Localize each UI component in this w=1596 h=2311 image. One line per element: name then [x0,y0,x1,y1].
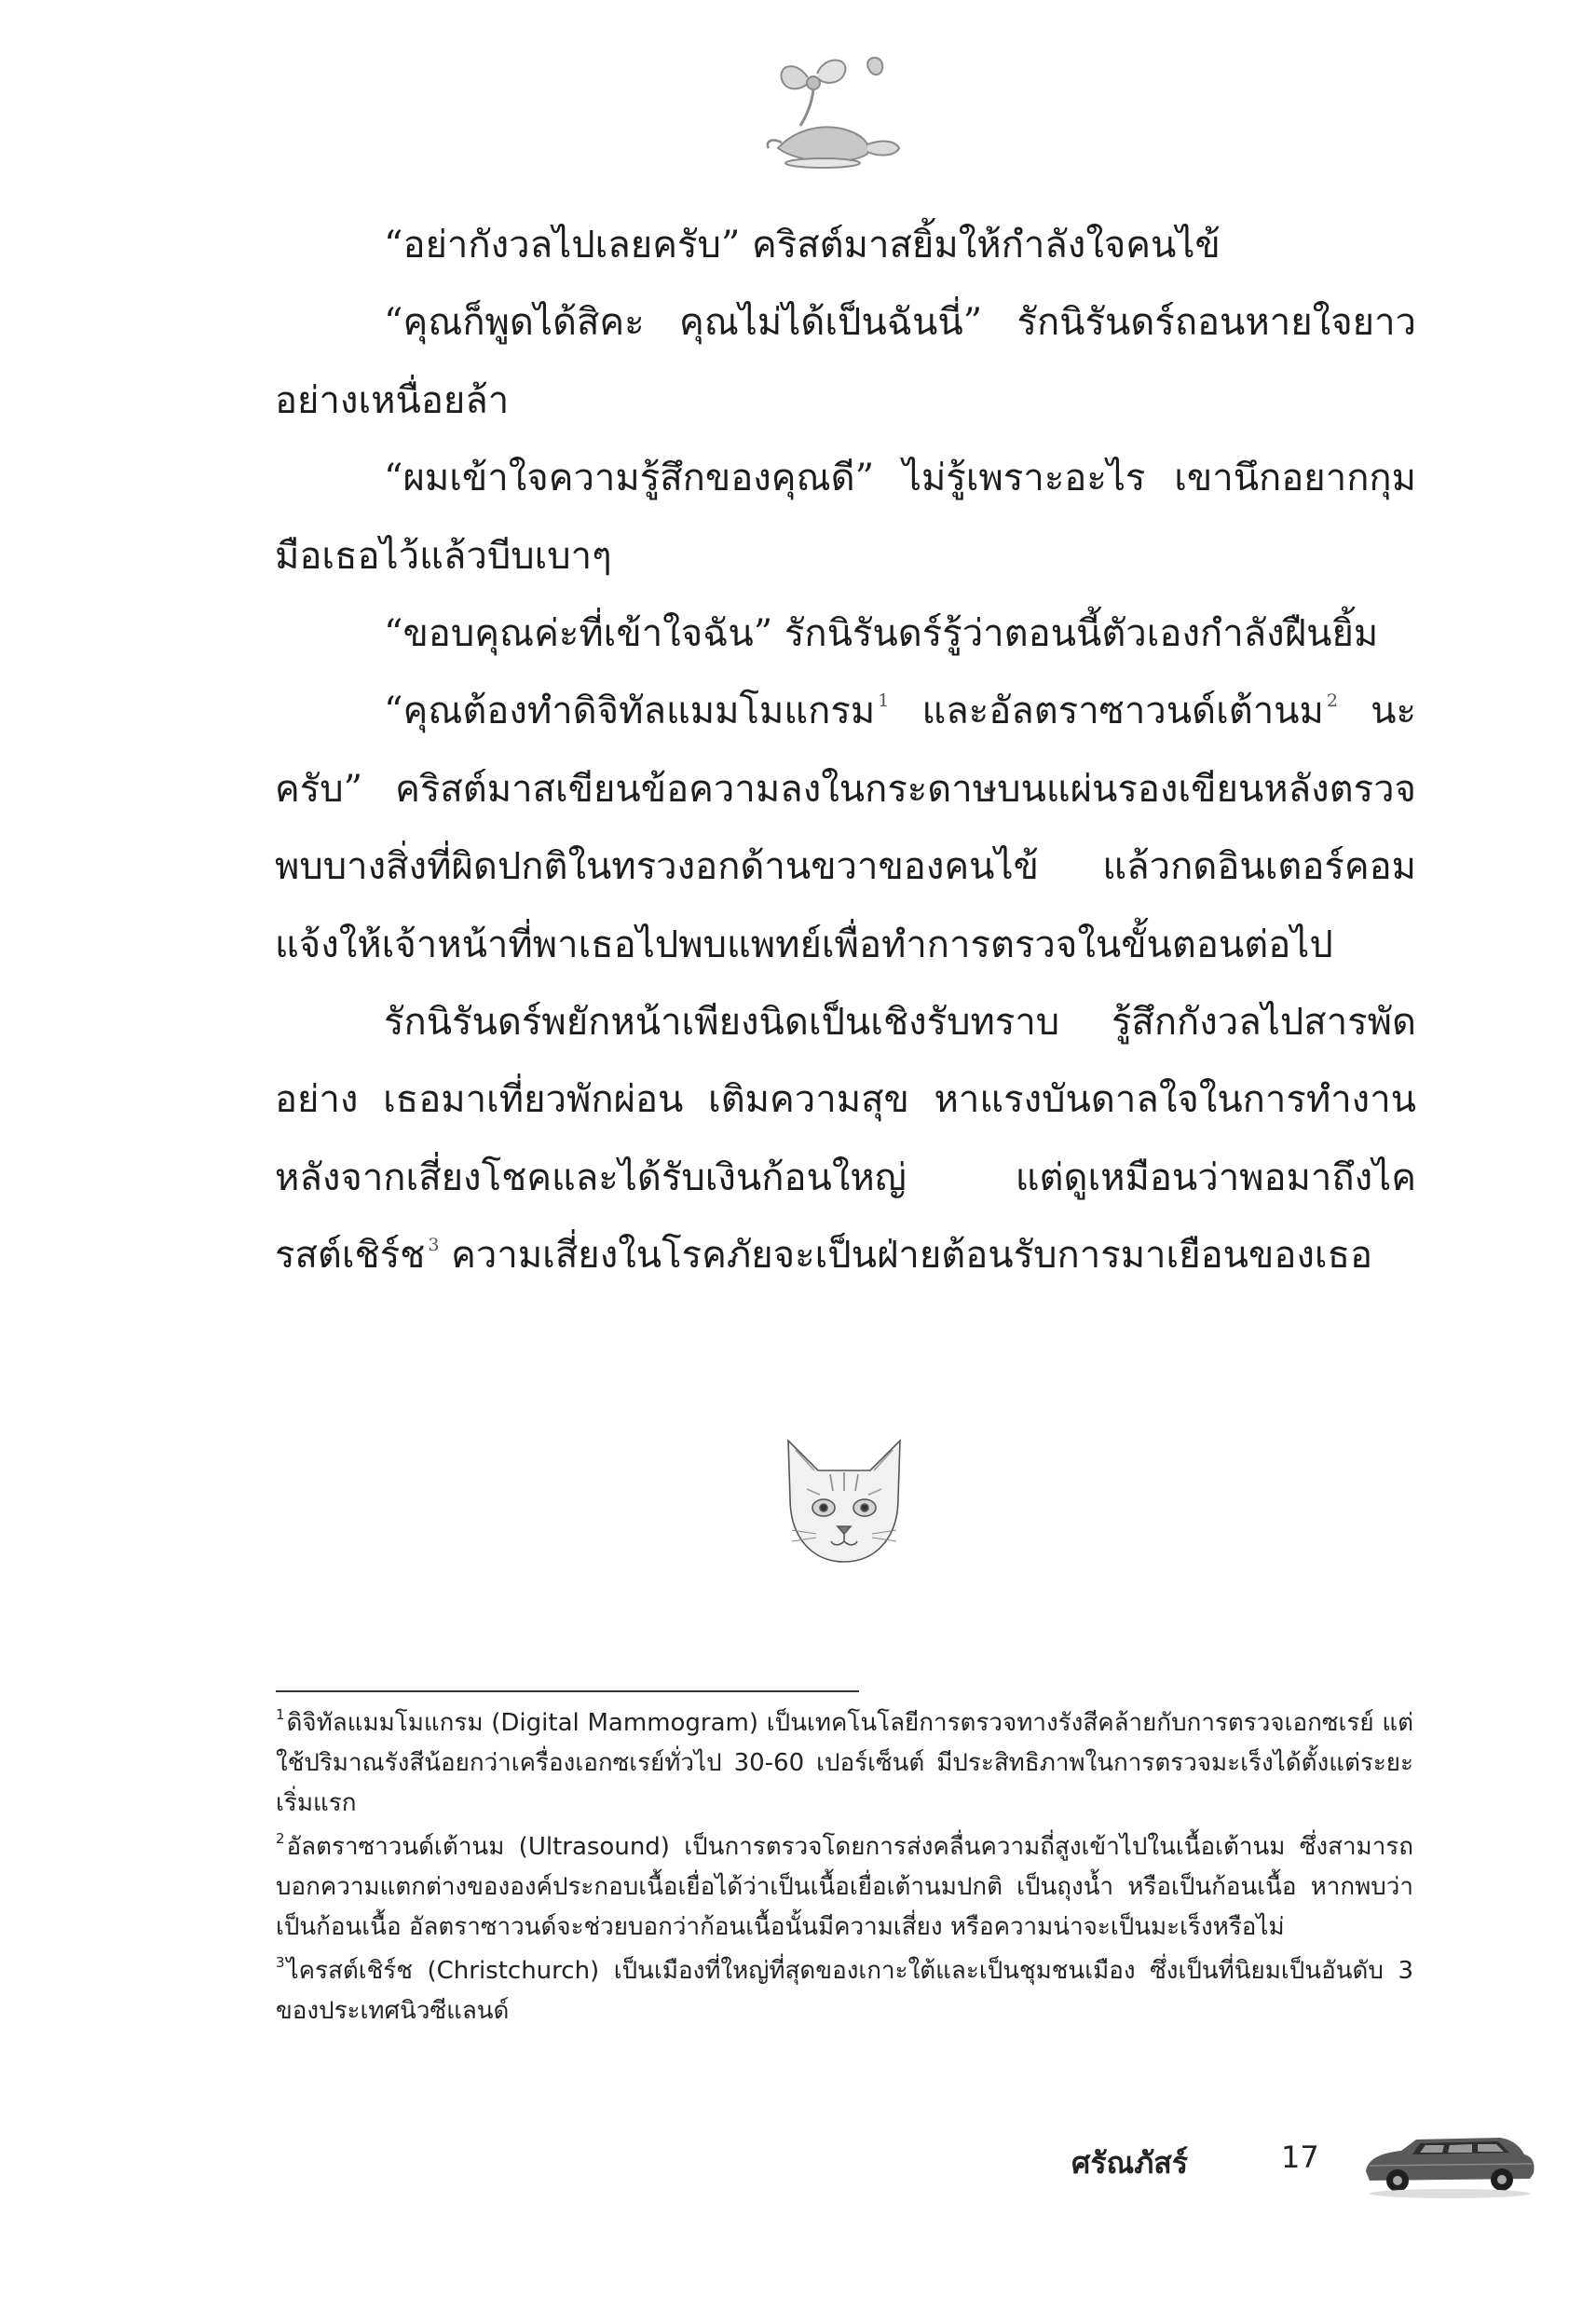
chapter-body-text [275,207,1416,1295]
cat-face-icon [779,1433,909,1566]
footnote-number: 3 [276,1954,285,1971]
paragraph [275,984,1416,1295]
paragraph-text: รักนิรันดร์พยักหน้าเพียงนิดเป็นเชิงรับทราบ รู้สึกกังวลไปสารพัดอย่าง เธอมาเที่ยวพักผ่อน เติมความสุข หาแรงบันดาลใจในการทำงาน หลังจากเสี่ยงโชคและได้รับเงินก้อนใหญ่ แต่ดูเหมือนว่าพอมาถึงไครสต์เชิร์ช [275,1001,1416,1278]
footnote-number: 2 [276,1830,285,1847]
footnote-reference: 2 [1326,691,1338,712]
paragraph: “อย่ากังวลไปเลยครับ” คริสต์มาสยิ้มให้กำลังใจคนไข้ [384,224,1221,267]
paragraph-text: ความเสี่ยงในโรคภัยจะเป็นฝ่ายต้อนรับการมาเยือนของเธอ [439,1234,1373,1278]
footer-author: ศรัณภัสร์ [1071,2145,1188,2181]
footnote-reference: 3 [428,1235,440,1256]
paragraph-text: “คุณต้องทำดิจิทัลแมมโมแกรม [384,690,876,733]
footnote-number: 1 [276,1706,285,1723]
footnote-text: ไครสต์เชิร์ช (Christchurch) เป็นเมืองที่ใหญ่ที่สุดของเกาะใต้และเป็นชุมชนเมือง ซึ่งเป็นที่นิยมเป็นอันดับ 3 ของประเทศนิวซีแลนด์ [276,1957,1413,2025]
fairy-teapot-ornament-icon [759,51,908,172]
footnote [276,1703,1413,1824]
footnote [276,1827,1413,1948]
footnote-text: อัลตราซาวนด์เต้านม (Ultrasound) เป็นการตรวจโดยการส่งคลื่นความถี่สูงเข้าไปในเนื้อเต้านม ซึ่งสามารถบอกความแตกต่างขององค์ประกอบเนื้อเยื่อได้ว่าเป็นเนื้อเยื่อเต้านมปกติ เป็นถุงน้ำ หรือเป็นก้อนเนื้อ หากพบว่าเป็นก้อนเนื้อ อัลตราซาวนด์จะช่วยบอกว่าก้อนเนื้อนั้นมีความเสี่ยง หรือความน่าจะเป็นมะเร็งหรือไม่ [276,1833,1413,1941]
footnote-text: ดิจิทัลแมมโมแกรม (Digital Mammogram) เป็นเทคโนโลยีการตรวจทางรังสีคล้ายกับการตรวจเอกซเรย์ แต่ใช้ปริมาณรังสีน้อยกว่าเครื่องเอกซเรย์ทั่วไป 30-60 เปอร์เซ็นต์ มีประสิทธิภาพในการตรวจมะเร็งได้ตั้งแต่ระยะเริ่มแรก [276,1709,1413,1817]
paragraph-text: นะครับ” คริสต์มาสเขียนข้อความลงในกระดาษบนแผ่นรองเขียนหลังตรวจพบบางสิ่งที่ผิดปกติในทรวงอกด้านขวาของคนไข้ แล้วกดอินเตอร์คอมแจ้งให้เจ้าหน้าที่พาเธอไปพบแพทย์เพื่อทำการตรวจในขั้นตอนต่อไป [275,690,1416,966]
limousine-car-icon [1360,2117,1537,2206]
footnote [276,1951,1413,2031]
footnote-reference: 1 [878,691,890,712]
paragraph: “ขอบคุณค่ะที่เข้าใจฉัน” รักนิรันดร์รู้ว่าตอนนี้ตัวเองกำลังฝืนยิ้ม [384,612,1379,656]
footnotes [276,1703,1413,2035]
footnote-separator [276,1690,859,1692]
paragraph [275,673,1416,984]
paragraph: “ผมเข้าใจความรู้สึกของคุณดี” ไม่รู้เพราะอะไร เขานึกอยากกุมมือเธอไว้แล้วบีบเบาๆ [275,457,1416,578]
page-number: 17 [1281,2140,1319,2175]
paragraph: “คุณก็พูดได้สิคะ คุณไม่ได้เป็นฉันนี่” รักนิรันดร์ถอนหายใจยาวอย่างเหนื่อยล้า [275,301,1416,422]
paragraph-text: และอัลตราซาวนด์เต้านม [889,690,1324,733]
